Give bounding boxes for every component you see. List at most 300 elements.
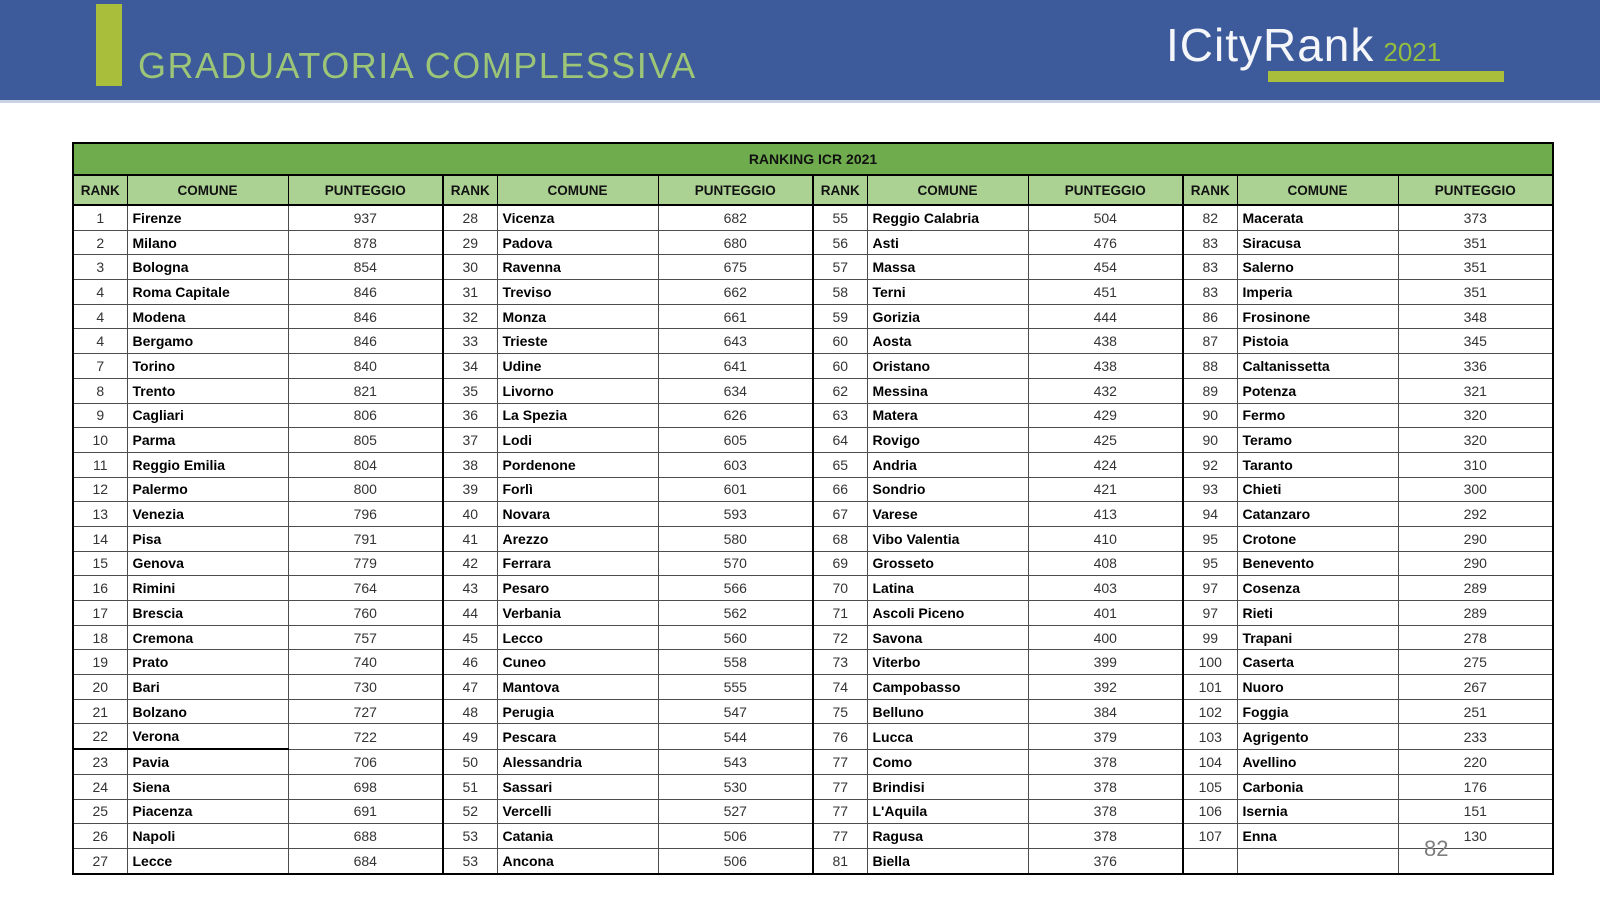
rank-cell: 42 — [443, 551, 497, 576]
punteggio-cell: 454 — [1028, 255, 1183, 280]
punteggio-cell: 351 — [1398, 280, 1553, 305]
rank-cell: 29 — [443, 230, 497, 255]
punteggio-cell: 504 — [1028, 205, 1183, 230]
comune-cell: Gorizia — [867, 304, 1028, 329]
punteggio-cell: 675 — [658, 255, 813, 280]
punteggio-cell: 605 — [658, 428, 813, 453]
header-banner — [0, 0, 1600, 103]
punteggio-cell: 348 — [1398, 304, 1553, 329]
column-header-rank: RANK — [1183, 175, 1237, 205]
punteggio-cell: 566 — [658, 576, 813, 601]
comune-cell: Trento — [127, 378, 288, 403]
punteggio-cell: 410 — [1028, 526, 1183, 551]
comune-cell: Varese — [867, 502, 1028, 527]
punteggio-cell: 400 — [1028, 625, 1183, 650]
column-header-punteggio: PUNTEGGIO — [288, 175, 443, 205]
table-row — [73, 428, 1553, 453]
comune-cell: Nuoro — [1237, 675, 1398, 700]
comune-cell: Agrigento — [1237, 724, 1398, 749]
punteggio-cell: 432 — [1028, 378, 1183, 403]
comune-cell: Lecco — [497, 625, 658, 650]
logo-year: 2021 — [1383, 37, 1442, 67]
punteggio-cell: 451 — [1028, 280, 1183, 305]
rank-cell: 71 — [813, 601, 867, 626]
table-header-row — [73, 175, 1553, 205]
comune-cell: Rieti — [1237, 601, 1398, 626]
rank-cell: 99 — [1183, 625, 1237, 650]
comune-cell: Vercelli — [497, 799, 658, 824]
punteggio-cell: 779 — [288, 551, 443, 576]
punteggio-cell: 688 — [288, 824, 443, 849]
rank-cell: 13 — [73, 502, 127, 527]
rank-cell: 95 — [1183, 526, 1237, 551]
logo-text: ICityRank — [1166, 19, 1375, 71]
rank-cell: 36 — [443, 403, 497, 428]
rank-cell: 88 — [1183, 354, 1237, 379]
punteggio-cell: 438 — [1028, 354, 1183, 379]
punteggio-cell: 429 — [1028, 403, 1183, 428]
punteggio-cell: 278 — [1398, 625, 1553, 650]
rank-cell: 10 — [73, 428, 127, 453]
punteggio-cell: 846 — [288, 329, 443, 354]
punteggio-cell: 378 — [1028, 749, 1183, 774]
comune-cell: Lodi — [497, 428, 658, 453]
rank-cell: 95 — [1183, 551, 1237, 576]
comune-cell: Vicenza — [497, 205, 658, 230]
comune-cell: Benevento — [1237, 551, 1398, 576]
comune-cell: Enna — [1237, 824, 1398, 849]
rank-cell: 14 — [73, 526, 127, 551]
punteggio-cell: 233 — [1398, 724, 1553, 749]
rank-cell: 43 — [443, 576, 497, 601]
comune-cell: Pescara — [497, 724, 658, 749]
comune-cell: Parma — [127, 428, 288, 453]
punteggio-cell: 684 — [288, 848, 443, 873]
rank-cell: 83 — [1183, 230, 1237, 255]
rank-cell: 74 — [813, 675, 867, 700]
rank-cell: 69 — [813, 551, 867, 576]
column-header-punteggio: PUNTEGGIO — [1398, 175, 1553, 205]
punteggio-cell: 727 — [288, 699, 443, 724]
punteggio-cell: 351 — [1398, 230, 1553, 255]
rank-cell: 56 — [813, 230, 867, 255]
comune-cell: Torino — [127, 354, 288, 379]
comune-cell: Avellino — [1237, 749, 1398, 774]
rank-cell: 3 — [73, 255, 127, 280]
rank-cell: 90 — [1183, 428, 1237, 453]
comune-cell: Crotone — [1237, 526, 1398, 551]
comune-cell: Terni — [867, 280, 1028, 305]
punteggio-cell: 151 — [1398, 799, 1553, 824]
rank-cell: 76 — [813, 724, 867, 749]
punteggio-cell: 425 — [1028, 428, 1183, 453]
rank-cell: 27 — [73, 848, 127, 873]
column-header-comune: COMUNE — [1237, 175, 1398, 205]
rank-cell: 53 — [443, 824, 497, 849]
punteggio-cell: 399 — [1028, 650, 1183, 675]
punteggio-cell: 800 — [288, 477, 443, 502]
comune-cell: Viterbo — [867, 650, 1028, 675]
comune-cell: Andria — [867, 452, 1028, 477]
punteggio-cell: 336 — [1398, 354, 1553, 379]
comune-cell: Siracusa — [1237, 230, 1398, 255]
comune-cell: Prato — [127, 650, 288, 675]
punteggio-cell: 401 — [1028, 601, 1183, 626]
rank-cell: 9 — [73, 403, 127, 428]
rank-cell: 68 — [813, 526, 867, 551]
comune-cell: Chieti — [1237, 477, 1398, 502]
punteggio-cell: 378 — [1028, 824, 1183, 849]
punteggio-cell: 821 — [288, 378, 443, 403]
punteggio-cell: 634 — [658, 378, 813, 403]
comune-cell: Foggia — [1237, 699, 1398, 724]
comune-cell: L'Aquila — [867, 799, 1028, 824]
comune-cell: Cagliari — [127, 403, 288, 428]
column-header-punteggio: PUNTEGGIO — [1028, 175, 1183, 205]
punteggio-cell: 562 — [658, 601, 813, 626]
rank-cell: 89 — [1183, 378, 1237, 403]
table-row — [73, 699, 1553, 724]
rank-cell: 75 — [813, 699, 867, 724]
punteggio-cell: 558 — [658, 650, 813, 675]
logo-underline-bar — [1268, 71, 1504, 82]
rank-cell: 59 — [813, 304, 867, 329]
punteggio-cell: 424 — [1028, 452, 1183, 477]
comune-cell: Mantova — [497, 675, 658, 700]
comune-cell: Udine — [497, 354, 658, 379]
rank-cell: 45 — [443, 625, 497, 650]
rank-cell: 26 — [73, 824, 127, 849]
table-row — [73, 650, 1553, 675]
comune-cell: Perugia — [497, 699, 658, 724]
rank-cell: 53 — [443, 848, 497, 873]
comune-cell: Frosinone — [1237, 304, 1398, 329]
punteggio-cell: 384 — [1028, 699, 1183, 724]
punteggio-cell: 698 — [288, 774, 443, 799]
comune-cell: Rovigo — [867, 428, 1028, 453]
punteggio-cell: 805 — [288, 428, 443, 453]
rank-cell: 105 — [1183, 774, 1237, 799]
rank-cell: 33 — [443, 329, 497, 354]
comune-cell: Salerno — [1237, 255, 1398, 280]
rank-cell: 15 — [73, 551, 127, 576]
punteggio-cell — [1398, 848, 1553, 873]
comune-cell: Potenza — [1237, 378, 1398, 403]
comune-cell: Treviso — [497, 280, 658, 305]
rank-cell: 8 — [73, 378, 127, 403]
punteggio-cell: 403 — [1028, 576, 1183, 601]
table-row — [73, 280, 1553, 305]
comune-cell: Catanzaro — [1237, 502, 1398, 527]
rank-cell: 23 — [73, 749, 127, 774]
comune-cell: Livorno — [497, 378, 658, 403]
rank-cell: 83 — [1183, 255, 1237, 280]
rank-cell: 7 — [73, 354, 127, 379]
comune-cell: Brindisi — [867, 774, 1028, 799]
rank-cell: 66 — [813, 477, 867, 502]
rank-cell: 50 — [443, 749, 497, 774]
punteggio-cell: 289 — [1398, 601, 1553, 626]
comune-cell — [1237, 848, 1398, 873]
column-header-punteggio: PUNTEGGIO — [658, 175, 813, 205]
comune-cell: Bergamo — [127, 329, 288, 354]
punteggio-cell: 310 — [1398, 452, 1553, 477]
punteggio-cell: 706 — [288, 749, 443, 774]
punteggio-cell: 806 — [288, 403, 443, 428]
rank-cell: 82 — [1183, 205, 1237, 230]
table-row — [73, 848, 1553, 873]
table-title: RANKING ICR 2021 — [73, 143, 1553, 175]
rank-cell: 24 — [73, 774, 127, 799]
punteggio-cell: 275 — [1398, 650, 1553, 675]
comune-cell: Oristano — [867, 354, 1028, 379]
comune-cell: Pordenone — [497, 452, 658, 477]
rank-cell: 83 — [1183, 280, 1237, 305]
punteggio-cell: 438 — [1028, 329, 1183, 354]
rank-cell: 12 — [73, 477, 127, 502]
rank-cell: 2 — [73, 230, 127, 255]
punteggio-cell: 543 — [658, 749, 813, 774]
rank-cell: 86 — [1183, 304, 1237, 329]
comune-cell: Catania — [497, 824, 658, 849]
punteggio-cell: 376 — [1028, 848, 1183, 873]
comune-cell: Matera — [867, 403, 1028, 428]
comune-cell: Sondrio — [867, 477, 1028, 502]
punteggio-cell: 560 — [658, 625, 813, 650]
punteggio-cell: 603 — [658, 452, 813, 477]
comune-cell: Bologna — [127, 255, 288, 280]
rank-cell: 92 — [1183, 452, 1237, 477]
rank-cell: 18 — [73, 625, 127, 650]
comune-cell: Sassari — [497, 774, 658, 799]
ranking-table — [72, 142, 1554, 875]
comune-cell: Napoli — [127, 824, 288, 849]
punteggio-cell: 220 — [1398, 749, 1553, 774]
rank-cell: 94 — [1183, 502, 1237, 527]
rank-cell: 72 — [813, 625, 867, 650]
comune-cell: Caltanissetta — [1237, 354, 1398, 379]
comune-cell: Cuneo — [497, 650, 658, 675]
rank-cell: 17 — [73, 601, 127, 626]
comune-cell: Como — [867, 749, 1028, 774]
table-row — [73, 526, 1553, 551]
punteggio-cell: 846 — [288, 280, 443, 305]
punteggio-cell: 290 — [1398, 526, 1553, 551]
punteggio-cell: 641 — [658, 354, 813, 379]
rank-cell: 44 — [443, 601, 497, 626]
rank-cell: 46 — [443, 650, 497, 675]
rank-cell: 49 — [443, 724, 497, 749]
table-row — [73, 675, 1553, 700]
rank-cell: 81 — [813, 848, 867, 873]
rank-cell: 60 — [813, 354, 867, 379]
punteggio-cell: 757 — [288, 625, 443, 650]
comune-cell: Reggio Emilia — [127, 452, 288, 477]
comune-cell: Ferrara — [497, 551, 658, 576]
rank-cell: 104 — [1183, 749, 1237, 774]
rank-cell: 38 — [443, 452, 497, 477]
rank-cell: 22 — [73, 724, 127, 749]
rank-cell: 77 — [813, 824, 867, 849]
rank-cell: 28 — [443, 205, 497, 230]
comune-cell: Firenze — [127, 205, 288, 230]
comune-cell: Bari — [127, 675, 288, 700]
table-row — [73, 255, 1553, 280]
punteggio-cell: 643 — [658, 329, 813, 354]
comune-cell: La Spezia — [497, 403, 658, 428]
table-row — [73, 230, 1553, 255]
punteggio-cell: 840 — [288, 354, 443, 379]
punteggio-cell: 878 — [288, 230, 443, 255]
rank-cell: 4 — [73, 280, 127, 305]
rank-cell: 40 — [443, 502, 497, 527]
punteggio-cell: 530 — [658, 774, 813, 799]
comune-cell: Ascoli Piceno — [867, 601, 1028, 626]
rank-cell: 39 — [443, 477, 497, 502]
comune-cell: Ravenna — [497, 255, 658, 280]
rank-cell: 77 — [813, 774, 867, 799]
punteggio-cell: 476 — [1028, 230, 1183, 255]
punteggio-cell: 300 — [1398, 477, 1553, 502]
rank-cell: 1 — [73, 205, 127, 230]
rank-cell: 4 — [73, 304, 127, 329]
rank-cell: 97 — [1183, 601, 1237, 626]
rank-cell: 65 — [813, 452, 867, 477]
table-row — [73, 378, 1553, 403]
rank-cell: 51 — [443, 774, 497, 799]
rank-cell: 102 — [1183, 699, 1237, 724]
accent-bar — [96, 4, 122, 86]
rank-cell: 90 — [1183, 403, 1237, 428]
punteggio-cell: 682 — [658, 205, 813, 230]
punteggio-cell: 345 — [1398, 329, 1553, 354]
rank-cell: 64 — [813, 428, 867, 453]
table-title-row — [73, 143, 1553, 175]
rank-cell: 107 — [1183, 824, 1237, 849]
rank-cell: 30 — [443, 255, 497, 280]
table-row — [73, 749, 1553, 774]
column-header-comune: COMUNE — [127, 175, 288, 205]
comune-cell: Trapani — [1237, 625, 1398, 650]
comune-cell: Taranto — [1237, 452, 1398, 477]
comune-cell: Biella — [867, 848, 1028, 873]
comune-cell: Brescia — [127, 601, 288, 626]
comune-cell: Teramo — [1237, 428, 1398, 453]
punteggio-cell: 421 — [1028, 477, 1183, 502]
rank-cell: 37 — [443, 428, 497, 453]
rank-cell: 60 — [813, 329, 867, 354]
punteggio-cell: 937 — [288, 205, 443, 230]
punteggio-cell: 730 — [288, 675, 443, 700]
comune-cell: Palermo — [127, 477, 288, 502]
table-row — [73, 576, 1553, 601]
comune-cell: Messina — [867, 378, 1028, 403]
comune-cell: Piacenza — [127, 799, 288, 824]
comune-cell: Novara — [497, 502, 658, 527]
rank-cell: 77 — [813, 799, 867, 824]
punteggio-cell: 378 — [1028, 774, 1183, 799]
punteggio-cell: 760 — [288, 601, 443, 626]
punteggio-cell: 444 — [1028, 304, 1183, 329]
rank-cell: 58 — [813, 280, 867, 305]
table-row — [73, 329, 1553, 354]
rank-cell: 63 — [813, 403, 867, 428]
comune-cell: Roma Capitale — [127, 280, 288, 305]
punteggio-cell: 130 — [1398, 824, 1553, 849]
punteggio-cell: 580 — [658, 526, 813, 551]
rank-cell: 20 — [73, 675, 127, 700]
rank-cell: 101 — [1183, 675, 1237, 700]
punteggio-cell: 691 — [288, 799, 443, 824]
comune-cell: Fermo — [1237, 403, 1398, 428]
column-header-rank: RANK — [73, 175, 127, 205]
rank-cell: 16 — [73, 576, 127, 601]
table-row — [73, 205, 1553, 230]
punteggio-cell: 320 — [1398, 428, 1553, 453]
punteggio-cell: 320 — [1398, 403, 1553, 428]
table-row — [73, 799, 1553, 824]
comune-cell: Grosseto — [867, 551, 1028, 576]
table-row — [73, 354, 1553, 379]
punteggio-cell: 764 — [288, 576, 443, 601]
table-row — [73, 452, 1553, 477]
rank-cell: 35 — [443, 378, 497, 403]
rank-cell: 41 — [443, 526, 497, 551]
punteggio-cell: 413 — [1028, 502, 1183, 527]
rank-cell: 21 — [73, 699, 127, 724]
comune-cell: Forlì — [497, 477, 658, 502]
comune-cell: Pistoia — [1237, 329, 1398, 354]
comune-cell: Modena — [127, 304, 288, 329]
comune-cell: Campobasso — [867, 675, 1028, 700]
rank-cell: 67 — [813, 502, 867, 527]
table-row — [73, 824, 1553, 849]
rank-cell — [1183, 848, 1237, 873]
comune-cell: Imperia — [1237, 280, 1398, 305]
column-header-rank: RANK — [813, 175, 867, 205]
comune-cell: Pavia — [127, 749, 288, 774]
comune-cell: Genova — [127, 551, 288, 576]
rank-cell: 34 — [443, 354, 497, 379]
punteggio-cell: 661 — [658, 304, 813, 329]
punteggio-cell: 290 — [1398, 551, 1553, 576]
punteggio-cell: 547 — [658, 699, 813, 724]
comune-cell: Caserta — [1237, 650, 1398, 675]
comune-cell: Carbonia — [1237, 774, 1398, 799]
rank-cell: 87 — [1183, 329, 1237, 354]
comune-cell: Pisa — [127, 526, 288, 551]
comune-cell: Savona — [867, 625, 1028, 650]
punteggio-cell: 601 — [658, 477, 813, 502]
rank-cell: 70 — [813, 576, 867, 601]
rank-cell: 4 — [73, 329, 127, 354]
comune-cell: Cremona — [127, 625, 288, 650]
page-number: 82 — [1424, 836, 1449, 861]
comune-cell: Asti — [867, 230, 1028, 255]
punteggio-cell: 392 — [1028, 675, 1183, 700]
punteggio-cell: 722 — [288, 724, 443, 749]
rank-cell: 57 — [813, 255, 867, 280]
rank-cell: 93 — [1183, 477, 1237, 502]
rank-cell: 103 — [1183, 724, 1237, 749]
punteggio-cell: 527 — [658, 799, 813, 824]
punteggio-cell: 796 — [288, 502, 443, 527]
punteggio-cell: 289 — [1398, 576, 1553, 601]
comune-cell: Massa — [867, 255, 1028, 280]
punteggio-cell: 292 — [1398, 502, 1553, 527]
comune-cell: Pesaro — [497, 576, 658, 601]
punteggio-cell: 570 — [658, 551, 813, 576]
